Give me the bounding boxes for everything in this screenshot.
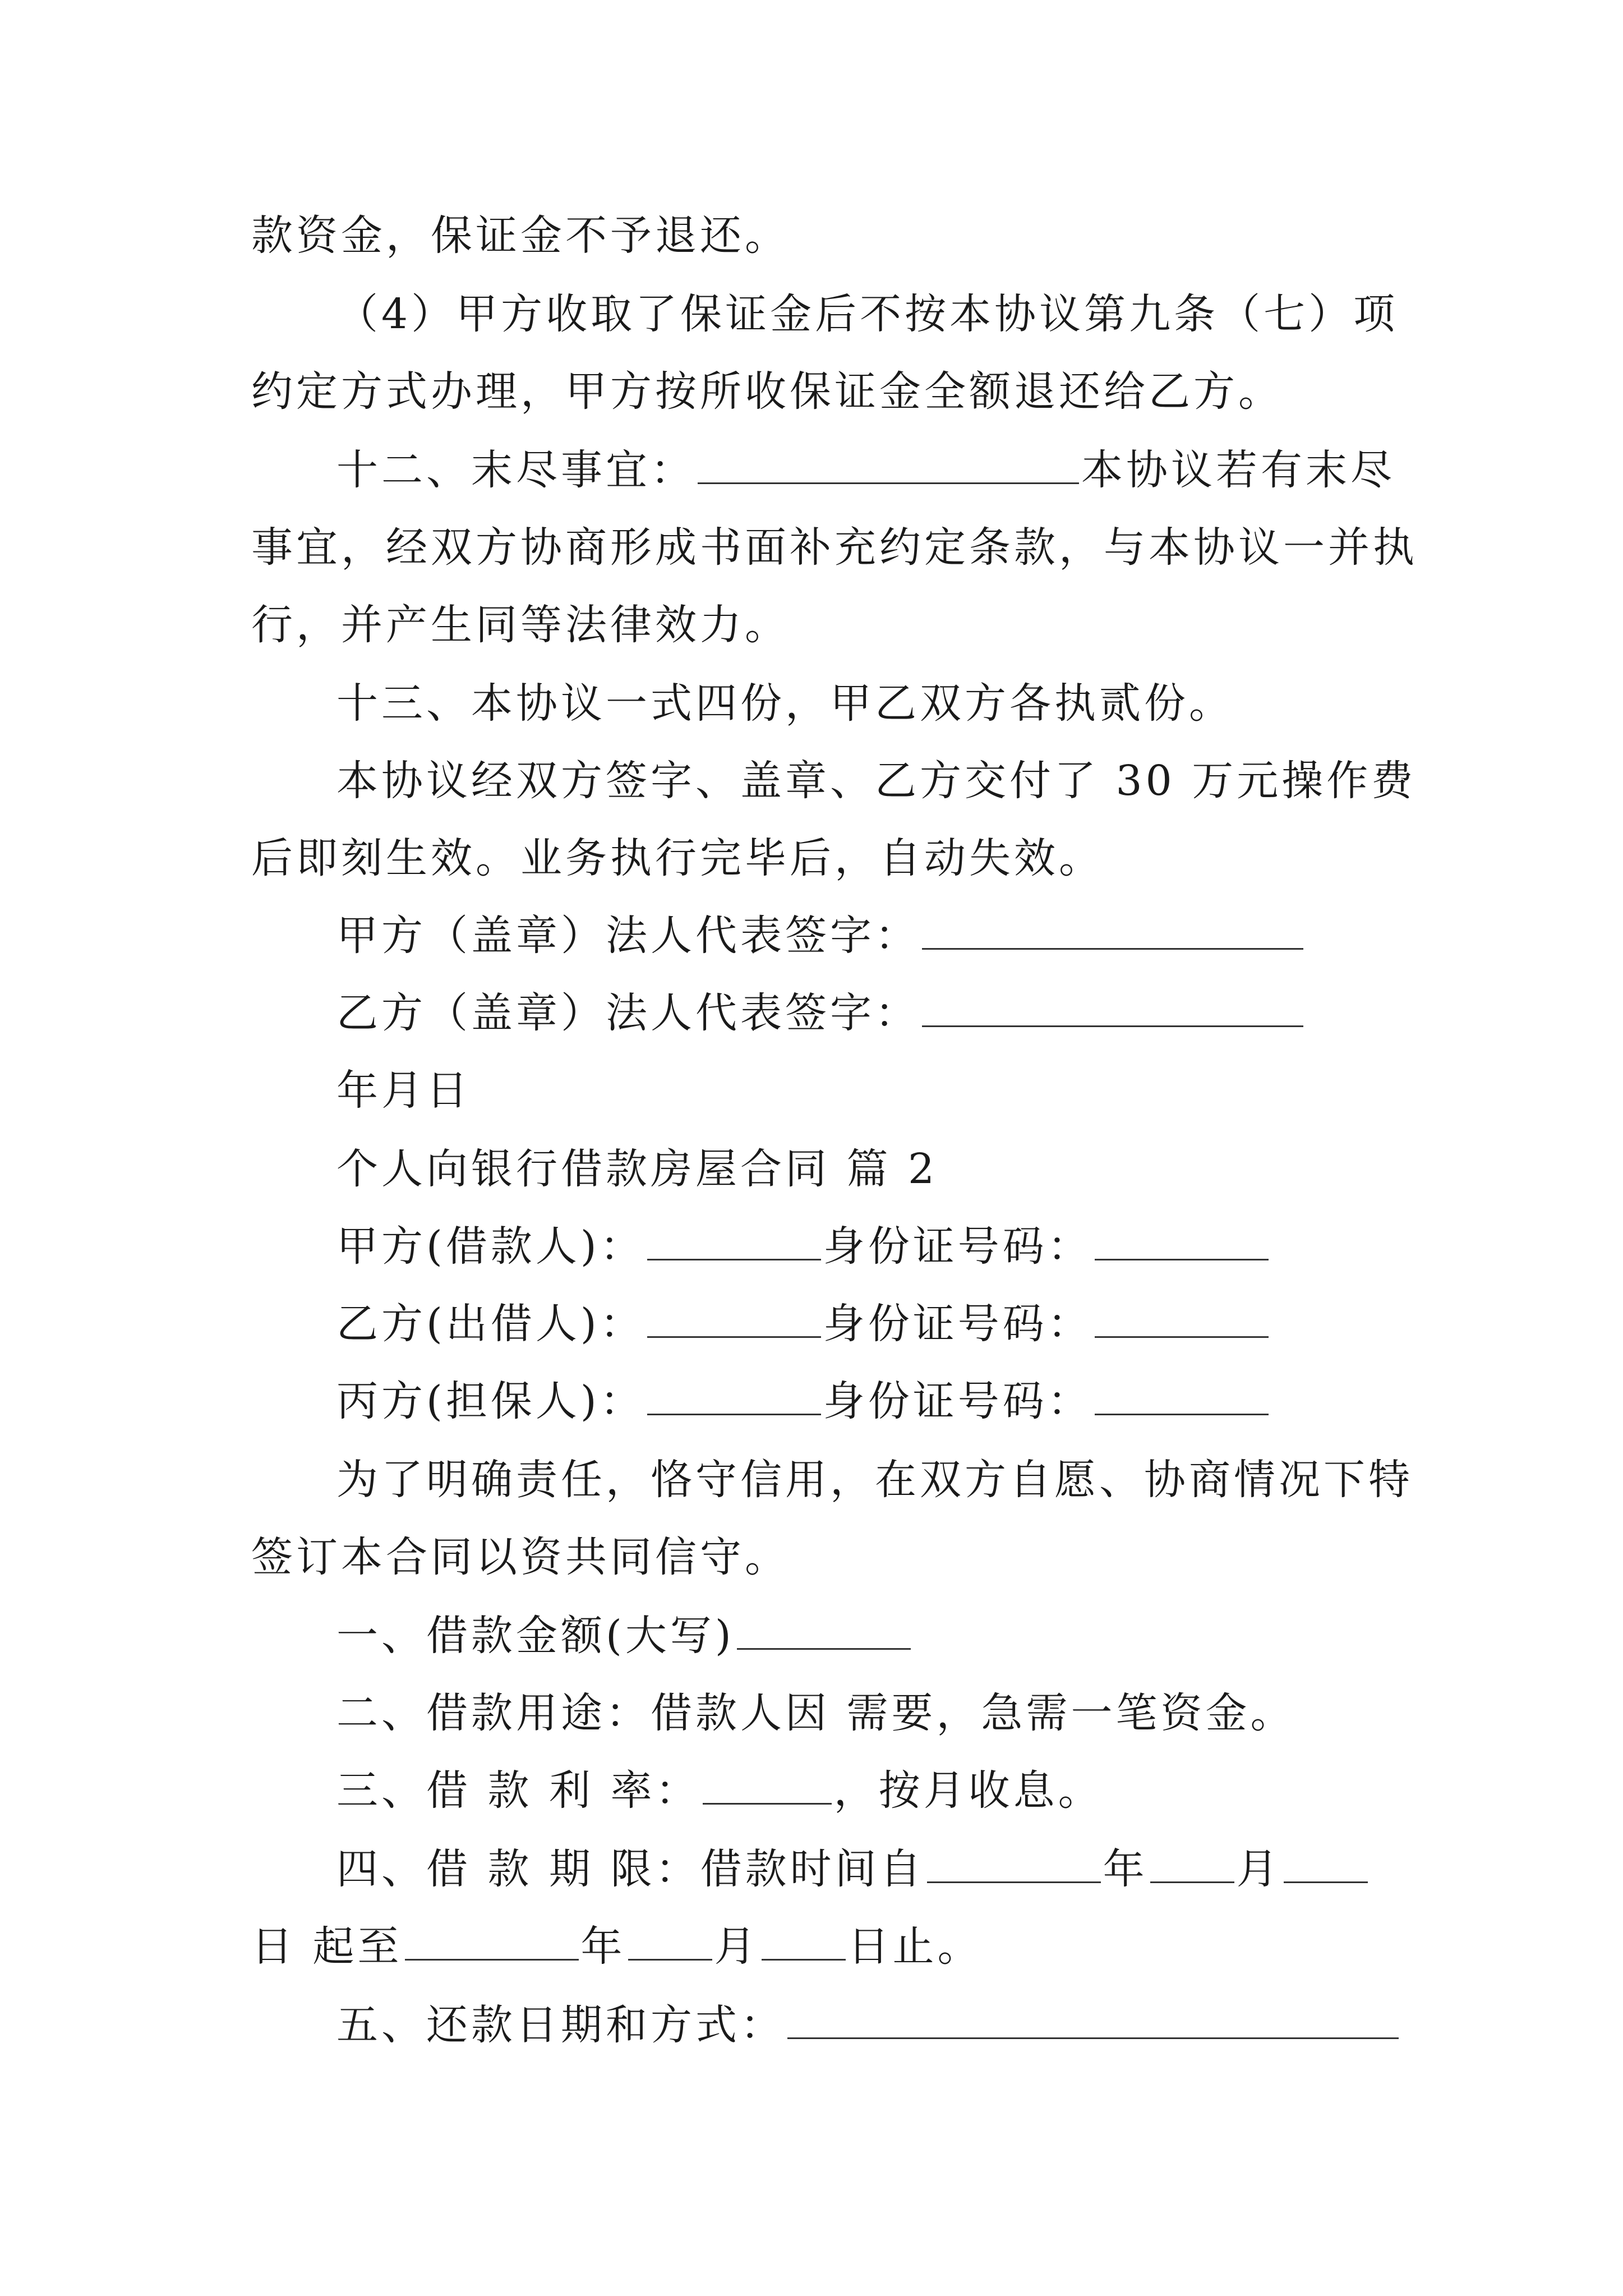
blank-underline xyxy=(1284,1844,1368,1883)
blank-underline xyxy=(647,1299,821,1338)
blank-underline xyxy=(762,1922,846,1961)
party-line: 乙方(出借人)： 身份证号码： xyxy=(336,1296,1271,1352)
signature-line: 甲方（盖章）法人代表签字： xyxy=(336,908,1306,964)
text-line: 十二、末尽事宜： 本协议若有末尽 xyxy=(336,446,1395,494)
text-line: 行，并产生同等法律效力。 xyxy=(251,601,790,649)
blank-underline xyxy=(647,1222,821,1260)
signature-blank xyxy=(922,911,1303,950)
clause-line: 二、借款用途：借款人因 需要，急需一笔资金。 xyxy=(336,1689,1295,1737)
signature-line: 乙方（盖章）法人代表签字： xyxy=(336,985,1306,1041)
blank-underline xyxy=(737,1611,911,1650)
blank-underline xyxy=(1095,1299,1269,1338)
party-line: 甲方(借款人)： 身份证号码： xyxy=(336,1218,1271,1274)
section-title: 个人向银行借款房屋合同 篇 2 xyxy=(336,1145,938,1193)
text-line: 十三、本协议一式四份，甲乙双方各执贰份。 xyxy=(336,679,1234,728)
blank-underline xyxy=(698,445,1079,484)
text-line: （4）甲方收取了保证金后不按本协议第九条（七）项 xyxy=(336,290,1399,338)
text-line: 约定方式办理，甲方按所收保证金全额退还给乙方。 xyxy=(251,367,1283,416)
clause-line: 五、还款日期和方式： xyxy=(336,1997,1401,2053)
party-line: 丙方(担保人)： 身份证号码： xyxy=(336,1373,1271,1429)
clause-line: 四、借 款 期 限：借款时间自 年 月 xyxy=(336,1841,1370,1897)
text-line: 款资金，保证金不予退还。 xyxy=(251,211,790,260)
blank-underline xyxy=(927,1844,1101,1883)
blank-underline xyxy=(1095,1222,1269,1260)
text-line: 后即刻生效。业务执行完毕后，自动失效。 xyxy=(251,834,1104,882)
text-line: 事宜，经双方协商形成书面补充约定条款，与本协议一并执 xyxy=(251,523,1418,572)
date-line: 年月日 xyxy=(336,1066,471,1115)
blank-underline xyxy=(1150,1844,1234,1883)
blank-underline xyxy=(703,1766,832,1805)
signature-blank xyxy=(922,988,1303,1027)
text-line: 本协议经双方签字、盖章、乙方交付了 30 万元操作费 xyxy=(336,757,1417,805)
clause-line: 一、借款金额(大写) xyxy=(336,1608,913,1664)
clause-line: 日 起至 年 月 日止。 xyxy=(251,1922,983,1971)
blank-underline xyxy=(405,1922,579,1961)
blank-underline xyxy=(647,1377,821,1415)
text-line: 为了明确责任，恪守信用，在双方自愿、协商情况下特 xyxy=(336,1456,1413,1504)
text-line: 签订本合同以资共同信守。 xyxy=(251,1533,790,1581)
clause-line: 三、借 款 利 率： ，按月收息。 xyxy=(336,1766,1103,1815)
blank-underline xyxy=(1095,1377,1269,1415)
blank-underline xyxy=(628,1922,712,1961)
blank-underline xyxy=(787,2000,1399,2039)
